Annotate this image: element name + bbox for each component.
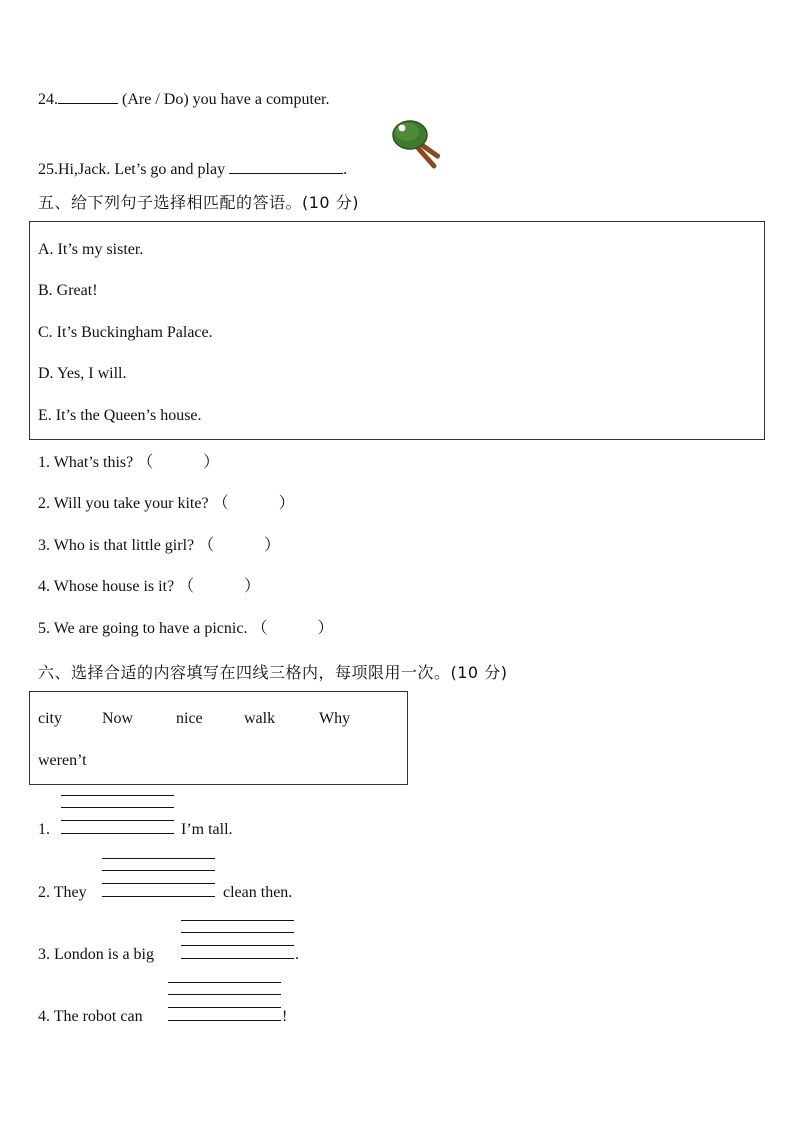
option-a: A. It’s my sister. bbox=[38, 241, 144, 258]
match-question-3 bbox=[38, 536, 280, 556]
word-bank-box bbox=[29, 691, 408, 785]
answer-parenthesis[interactable]: （ ） bbox=[212, 495, 295, 512]
fill-question-2-start: 2. They bbox=[38, 884, 87, 901]
section-5-heading: 五、给下列句子选择相匹配的答语。(10 分) bbox=[38, 193, 359, 212]
answer-parenthesis[interactable]: （ ） bbox=[198, 537, 281, 554]
option-d: D. Yes, I will. bbox=[38, 365, 127, 382]
word-bank-word: weren’t bbox=[38, 752, 87, 769]
four-line-writing-grid[interactable] bbox=[102, 858, 215, 897]
question-end: . bbox=[343, 161, 348, 178]
answer-parenthesis[interactable]: （ ） bbox=[178, 578, 261, 595]
match-question-text: 3. Who is that little girl? bbox=[38, 537, 199, 554]
fill-question-4-start: 4. The robot can bbox=[38, 1008, 143, 1025]
word-bank-word: city bbox=[38, 710, 62, 727]
answer-parenthesis[interactable]: （ ） bbox=[137, 454, 220, 471]
section-6-heading: 六、选择合适的内容填写在四线三格内，每项限用一次。(10 分) bbox=[38, 663, 508, 682]
fill-question-1-start: 1. bbox=[38, 821, 50, 838]
match-question-4 bbox=[38, 577, 260, 597]
question-text: (Are / Do) you have a computer. bbox=[118, 91, 330, 108]
question-text: Hi,Jack. Let’s go and play bbox=[58, 161, 230, 178]
word-bank-word: walk bbox=[244, 710, 276, 727]
fill-question-2-end: clean then. bbox=[223, 884, 293, 901]
question-number: 24. bbox=[38, 91, 58, 108]
match-question-1 bbox=[38, 453, 219, 473]
four-line-writing-grid[interactable] bbox=[181, 920, 294, 959]
question-number: 25. bbox=[38, 161, 58, 178]
option-e: E. It’s the Queen’s house. bbox=[38, 407, 202, 424]
fill-question-3-start: 3. London is a big bbox=[38, 946, 154, 963]
answer-parenthesis[interactable]: （ ） bbox=[251, 620, 334, 637]
match-question-text: 1. What’s this? bbox=[38, 454, 138, 471]
fill-question-1-end: I’m tall. bbox=[181, 821, 233, 838]
match-question-text: 2. Will you take your kite? bbox=[38, 495, 213, 512]
match-question-2 bbox=[38, 494, 295, 514]
ping-pong-paddle-icon bbox=[390, 118, 440, 170]
options-box bbox=[29, 221, 765, 440]
question-24 bbox=[38, 88, 329, 110]
option-c: C. It’s Buckingham Palace. bbox=[38, 324, 213, 341]
word-bank-word: Now bbox=[102, 710, 134, 727]
match-question-5 bbox=[38, 619, 333, 639]
word-bank-word: nice bbox=[176, 710, 203, 727]
answer-blank[interactable] bbox=[58, 88, 118, 104]
fill-question-4-end: ! bbox=[282, 1008, 288, 1025]
word-bank-word: Why bbox=[319, 710, 351, 727]
answer-blank[interactable] bbox=[229, 158, 343, 174]
four-line-writing-grid[interactable] bbox=[168, 982, 281, 1021]
match-question-text: 5. We are going to have a picnic. bbox=[38, 620, 252, 637]
question-25 bbox=[38, 158, 347, 180]
match-question-text: 4. Whose house is it? bbox=[38, 578, 179, 595]
option-b: B. Great! bbox=[38, 282, 98, 299]
fill-question-3-end: . bbox=[295, 946, 299, 963]
four-line-writing-grid[interactable] bbox=[61, 795, 174, 834]
